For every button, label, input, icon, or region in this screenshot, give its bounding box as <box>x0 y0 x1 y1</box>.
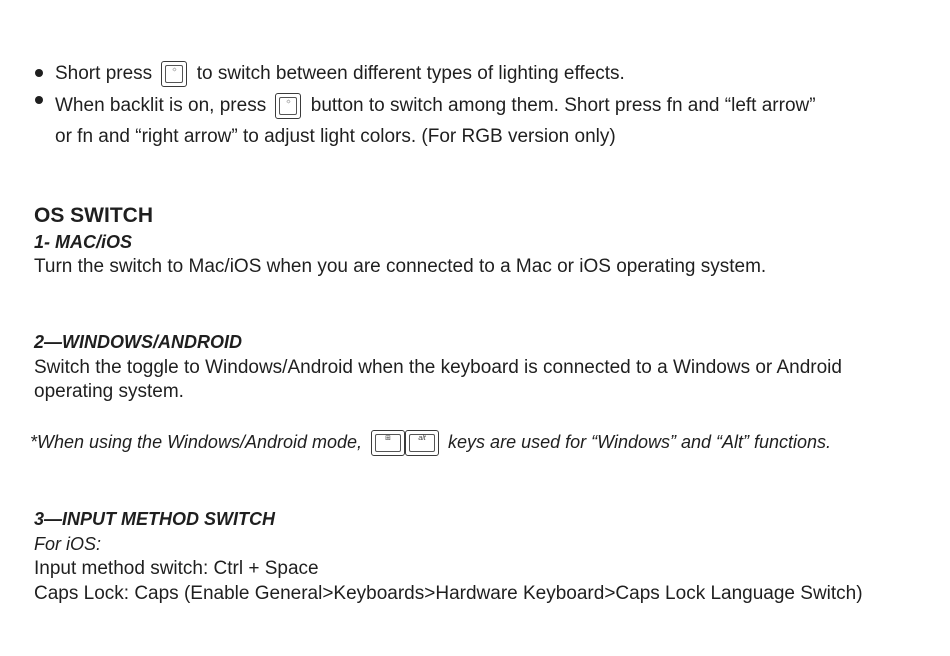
section-heading-os-switch: OS SWITCH <box>34 204 153 227</box>
bullet-backlit <box>55 93 816 119</box>
bullet-text-pre: When backlit is on, press <box>55 95 267 117</box>
bullet-text-post: to switch between different types of lighting effects. <box>196 63 625 85</box>
bullet-text-post: button to switch among them. Short press fn and “left arrow” <box>310 95 816 117</box>
subheading-mac-ios: 1- MAC/iOS <box>34 232 133 252</box>
bullet-text-pre: Short press <box>55 63 153 85</box>
bullet-dot <box>35 96 43 104</box>
mac-ios-description: Turn the switch to Mac/iOS when you are connected to a Mac or iOS operating system. <box>34 256 767 277</box>
input-method-switch-text: Input method switch: Ctrl + Space <box>34 558 319 579</box>
note-text-post: keys are used for “Windows” and “Alt” functions. <box>448 432 832 452</box>
bullet-backlit-continuation: or fn and “right arrow” to adjust light colors. (For RGB version only) <box>55 126 616 147</box>
windows-android-description-line-1: Switch the toggle to Windows/Android when the keyboard is connected to a Windows or Android <box>34 357 842 378</box>
for-ios-label: For iOS: <box>34 534 102 554</box>
section-heading-input-method-switch: 3—INPUT METHOD SWITCH <box>34 509 275 529</box>
bullet-lighting-effects <box>55 61 625 87</box>
subheading-windows-android: 2—WINDOWS/ANDROID <box>34 332 242 352</box>
windows-keys-note <box>30 430 831 456</box>
alt-key-icon: alt <box>405 430 439 456</box>
note-text-pre: *When using the Windows/Android mode, <box>30 432 363 452</box>
windows-key-icon: ⊞ <box>371 430 405 456</box>
bullet-dot <box>35 69 43 77</box>
light-key-icon: ☼ <box>275 93 301 119</box>
caps-lock-text: Caps Lock: Caps (Enable General>Keyboards>Hardware Keyboard>Caps Lock Language Switch) <box>34 583 863 604</box>
light-key-icon: ☼ <box>161 61 187 87</box>
windows-android-description-line-2: operating system. <box>34 381 184 402</box>
